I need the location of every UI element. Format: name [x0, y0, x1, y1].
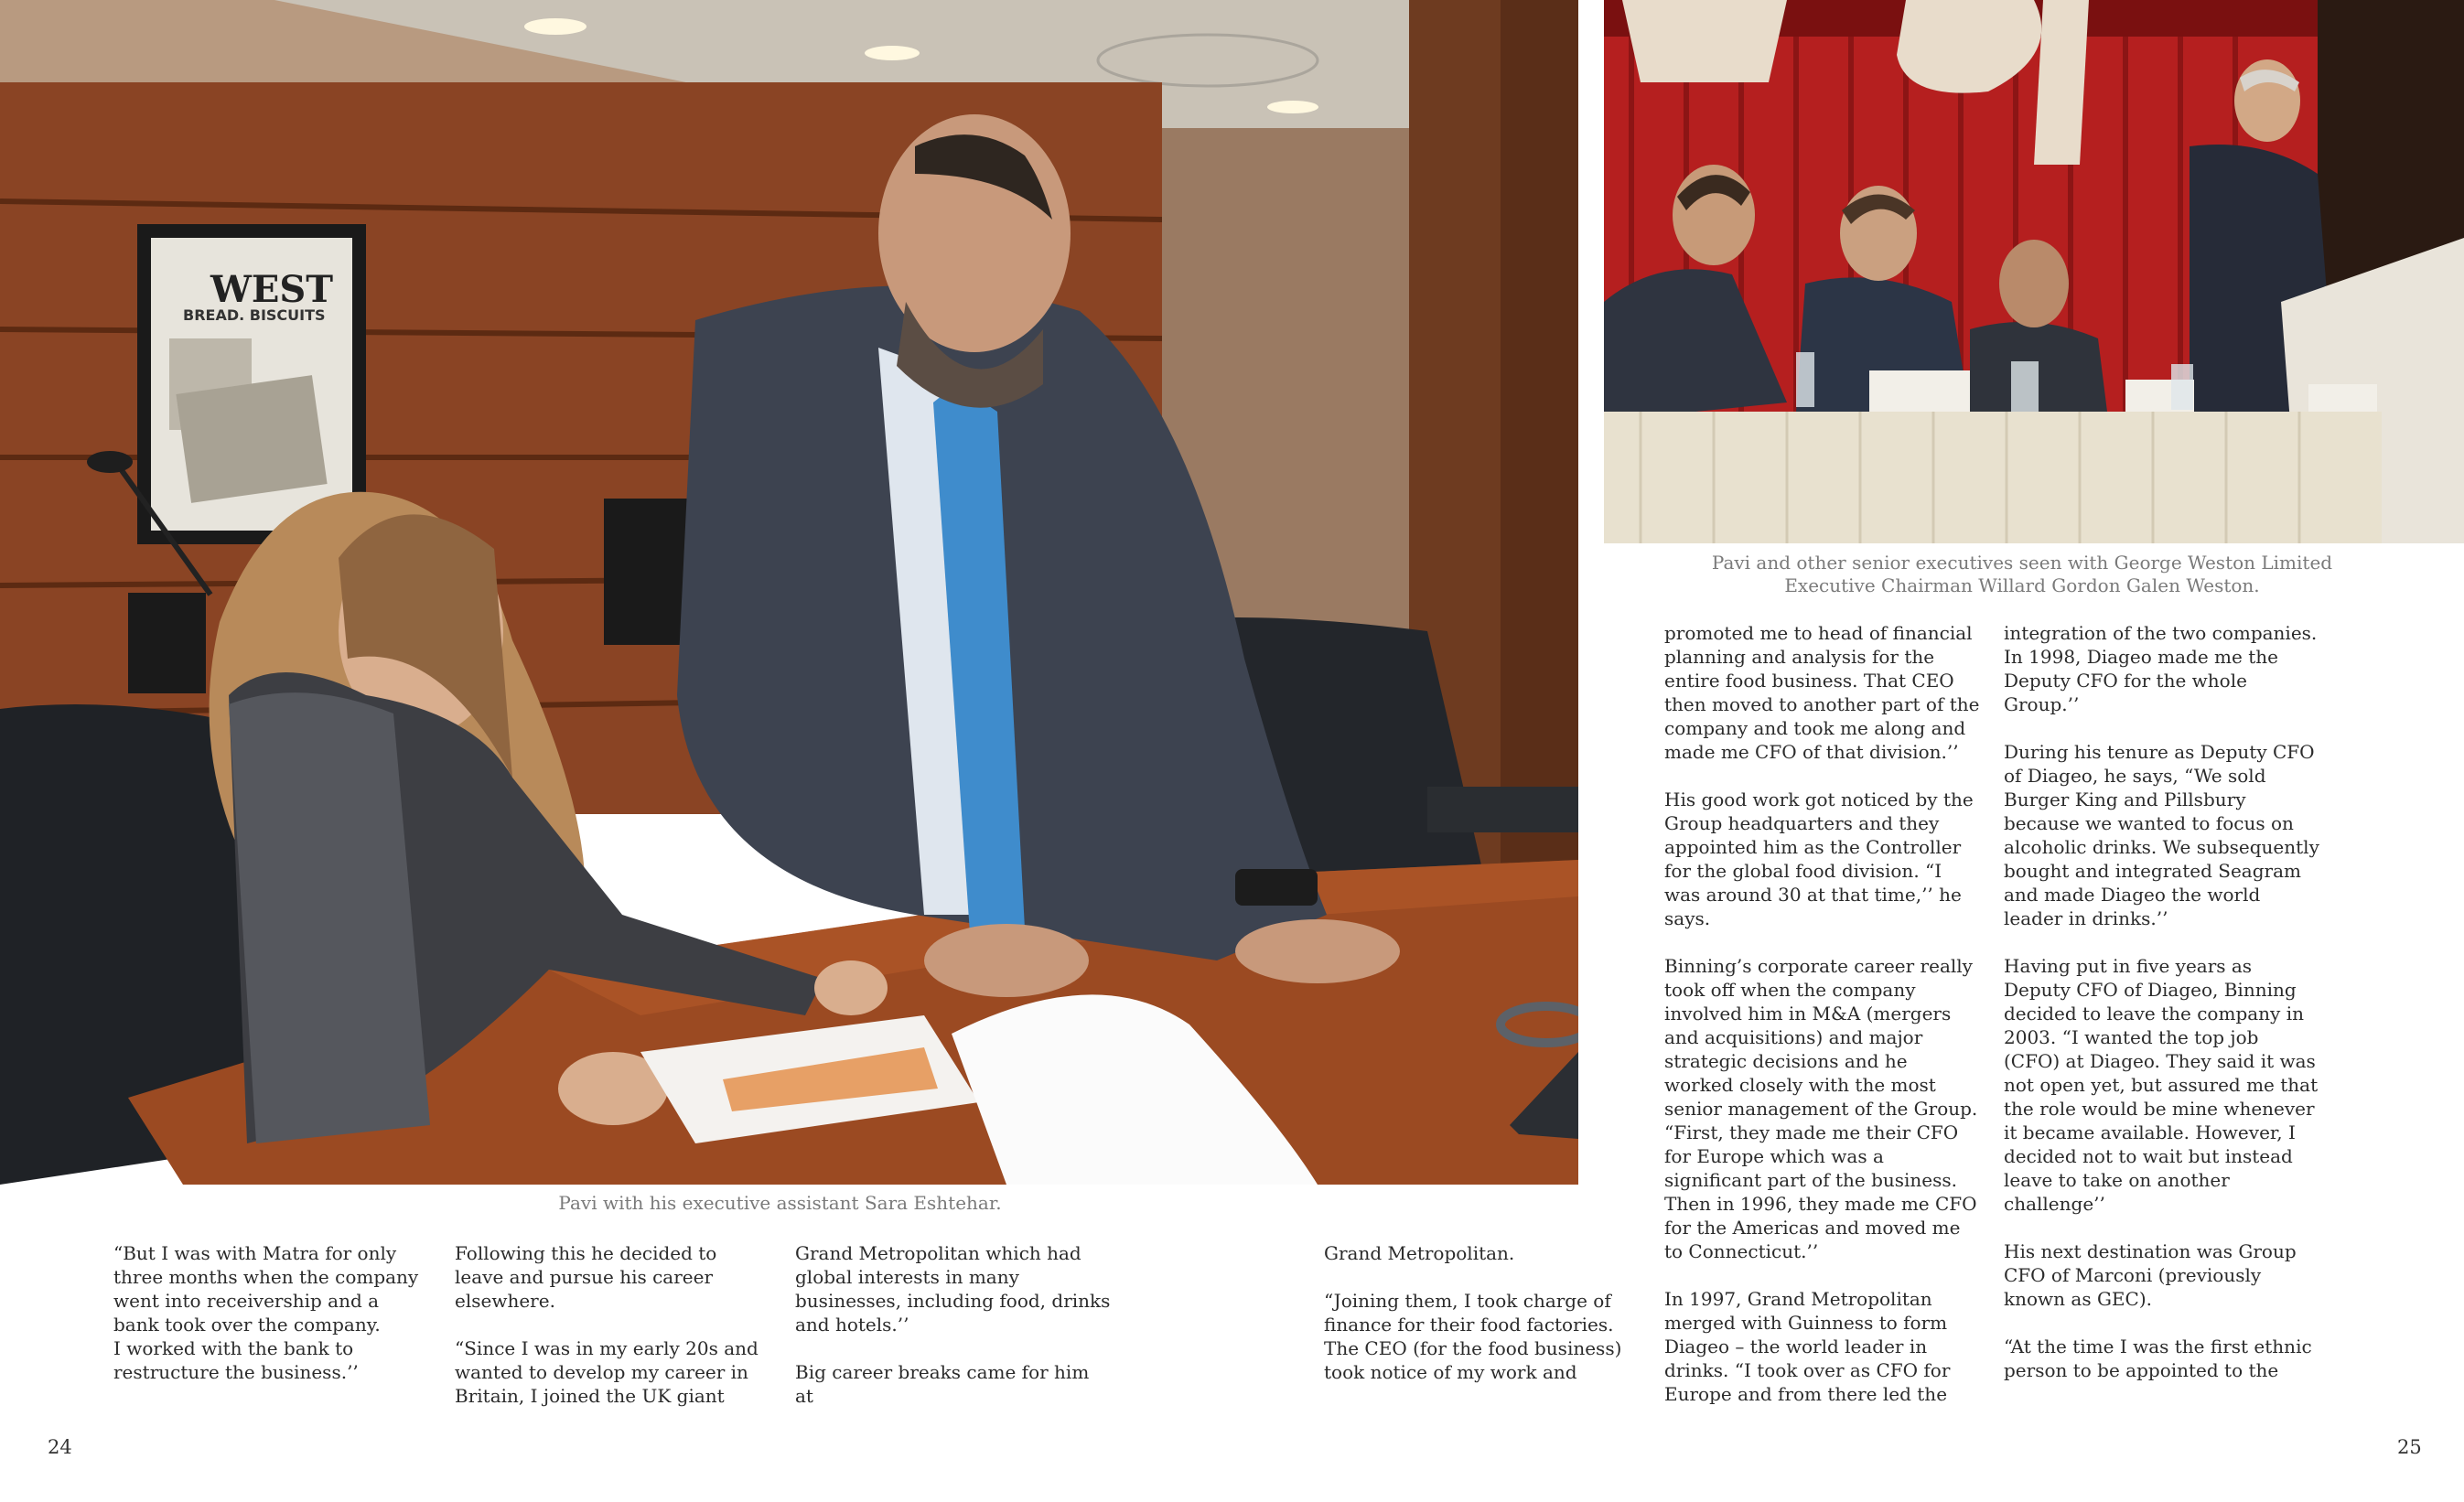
left-photo-caption: Pavi with his executive assistant Sara Eshtehar.	[558, 1192, 1002, 1214]
paragraph: “At the time I was the first ethnic person to be appointed to the	[2004, 1336, 2312, 1381]
paragraph: In 1997, Grand Metropolitan merged with Guinness to form Diageo – the world leader in drinks. “I took over as CFO for Europe and from there led the	[1664, 1288, 1951, 1405]
paragraph: “But I was with Matra for only three months when the company went into receivership and a bank took over the company. I worked with the bank to restructure the business.’’	[113, 1242, 419, 1383]
paragraph: Big career breaks came for him at	[795, 1361, 1090, 1407]
paragraph: Grand Metropolitan which had global interests in many businesses, including food, drinks and hotels.’’	[795, 1242, 1111, 1336]
page-number-right: 25	[2397, 1436, 2422, 1458]
paragraph: integration of the two companies. In 1998, Diageo made me the Deputy CFO for the whole Group.’’	[2004, 622, 2318, 715]
paragraph: His good work got noticed by the Group headquarters and they appointed him as the Controller for the global food division. “I was around 30 at that time,’’ he says.	[1664, 789, 1974, 929]
poster-title: WEST	[210, 268, 334, 311]
page-number-left: 24	[48, 1436, 72, 1458]
paragraph: Having put in five years as Deputy CFO of Diageo, Binning decided to leave the company in 2003. “I wanted the top job (CFO) at Diageo. They said it was not open yet, but assured me that the role would be mine whenever it became available. However, I decided not to wait but instead leave to take on another challenge’’	[2004, 955, 2319, 1215]
paragraph: Grand Metropolitan.	[1324, 1242, 1515, 1264]
left-column-1	[113, 1241, 429, 1384]
left-column-3	[795, 1241, 1111, 1408]
right-column-2	[1664, 621, 1980, 1406]
right-photo-caption: Pavi and other senior executives seen with George Weston Limited Executive Chairman Willard Gordon Galen Weston.	[1711, 552, 2333, 596]
paragraph: “Joining them, I took charge of finance for their food factories. The CEO (for the food business) took notice of my work and	[1324, 1290, 1622, 1383]
right-photo	[1604, 0, 2464, 543]
left-column-2	[455, 1241, 770, 1408]
paragraph: “Since I was in my early 20s and wanted to develop my career in Britain, I joined the UK giant	[455, 1337, 759, 1407]
paragraph: Following this he decided to leave and pursue his career elsewhere.	[455, 1242, 717, 1312]
paragraph: During his tenure as Deputy CFO of Diageo, he says, “We sold Burger King and Pillsbury because we wanted to focus on alcoholic drinks. We subsequently bought and integrated Seagram and made Diageo the world leader in drinks.’’	[2004, 741, 2319, 929]
right-column-1	[1324, 1241, 1640, 1384]
poster-subtitle: BREAD. BISCUITS	[183, 306, 326, 324]
paragraph: His next destination was Group CFO of Marconi (previously known as GEC).	[2004, 1240, 2297, 1310]
right-column-3	[2004, 621, 2319, 1382]
paragraph: promoted me to head of financial planning and analysis for the entire food business. That CEO then moved to another part of the company and took me along and made me CFO of that division.’’	[1664, 622, 1980, 763]
paragraph: Binning’s corporate career really took off when the company involved him in M&A (mergers and acquisitions) and major strategic decisions and he worked closely with the most senior management of the Group. “First, they made me their CFO for Europe which was a significant part of the business. Then in 1996, they made me CFO for the Americas and moved me to Connecticut.’’	[1664, 955, 1978, 1262]
